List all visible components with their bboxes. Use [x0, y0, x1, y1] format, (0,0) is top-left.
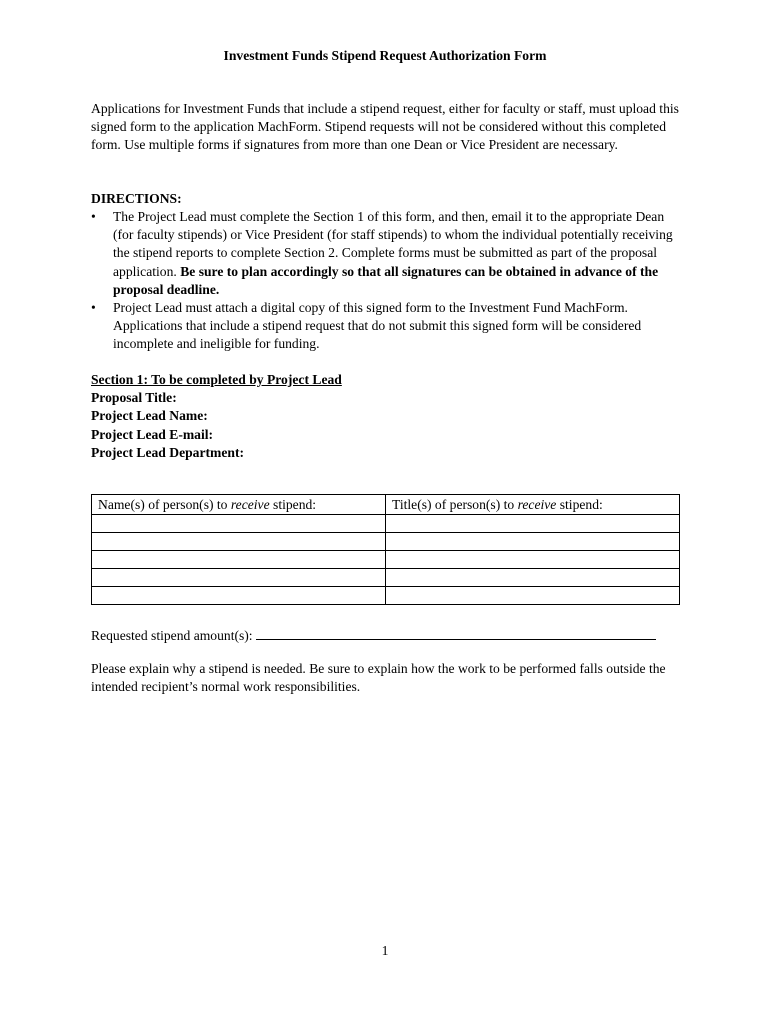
recipient-names-header: Name(s) of person(s) to receive stipend: [92, 495, 386, 515]
bullet-icon: • [91, 300, 96, 316]
recipient-name-cell[interactable] [92, 569, 386, 587]
proposal-title-label: Proposal Title: [91, 390, 177, 406]
recipient-titles-header: Title(s) of person(s) to receive stipend: [386, 495, 680, 515]
project-lead-email-label: Project Lead E-mail: [91, 426, 214, 442]
recipient-name-cell[interactable] [92, 587, 386, 605]
table-row [92, 587, 680, 605]
directions-item [91, 299, 681, 354]
page-number: 1 [381, 943, 389, 958]
stipend-amount-label: Requested stipend amount(s): [91, 628, 253, 643]
recipient-title-cell[interactable] [386, 587, 680, 605]
directions-list [91, 208, 681, 354]
recipient-title-cell[interactable] [386, 551, 680, 569]
stipend-explanation-prompt: Please explain why a stipend is needed. Be sure to explain how the work to be performed falls outside the intended recipient’s normal work responsibilities. [91, 661, 666, 695]
intro-paragraph: Applications for Investment Funds that include a stipend request, either for faculty or staff, must upload this signed form to the application MachForm. Stipend requests will not be considered without this completed form. Use multiple forms if signatures from more than one Dean or Vice President are necessary. [91, 101, 679, 153]
table-row [92, 515, 680, 533]
directions-heading: DIRECTIONS: [91, 191, 182, 206]
project-lead-department-label: Project Lead Department: [91, 444, 245, 460]
recipient-title-cell[interactable] [386, 515, 680, 533]
recipient-name-cell[interactable] [92, 533, 386, 551]
stipend-recipients-table [91, 494, 680, 605]
table-row [92, 551, 680, 569]
bullet-icon: • [91, 209, 96, 224]
recipient-name-cell[interactable] [92, 515, 386, 533]
section1-block [91, 371, 681, 462]
directions-item-text: Project Lead must attach a digital copy of this signed form to the Investment Fund MachForm. Applications that include a stipend request that do not submit this signed form will be considered incomplete and ineligible for funding. [113, 300, 642, 352]
directions-item [91, 208, 681, 299]
table-row [92, 533, 680, 551]
recipient-name-cell[interactable] [92, 551, 386, 569]
form-title: Investment Funds Stipend Request Authorization Form [223, 48, 547, 63]
recipient-title-cell[interactable] [386, 533, 680, 551]
recipient-title-cell[interactable] [386, 569, 680, 587]
stipend-amount-field[interactable] [256, 625, 656, 640]
stipend-amount-row [91, 625, 681, 645]
directions-item-bold-text: Be sure to plan accordingly so that all signatures can be obtained in advance of the proposal deadline. [113, 263, 659, 297]
table-row [92, 569, 680, 587]
directions-item-text: The Project Lead must complete the Section 1 of this form, and then, email it to the appropriate Dean (for faculty stipends) or Vice President (for staff stipends) to whom the individual potentially receiving the stipend reports to complete Section 2. Complete forms must be submitted as part of the proposal application. [113, 209, 673, 279]
project-lead-name-label: Project Lead Name: [91, 408, 208, 424]
section1-heading: Section 1: To be completed by Project Lead [91, 372, 342, 387]
table-header-row [92, 495, 680, 515]
